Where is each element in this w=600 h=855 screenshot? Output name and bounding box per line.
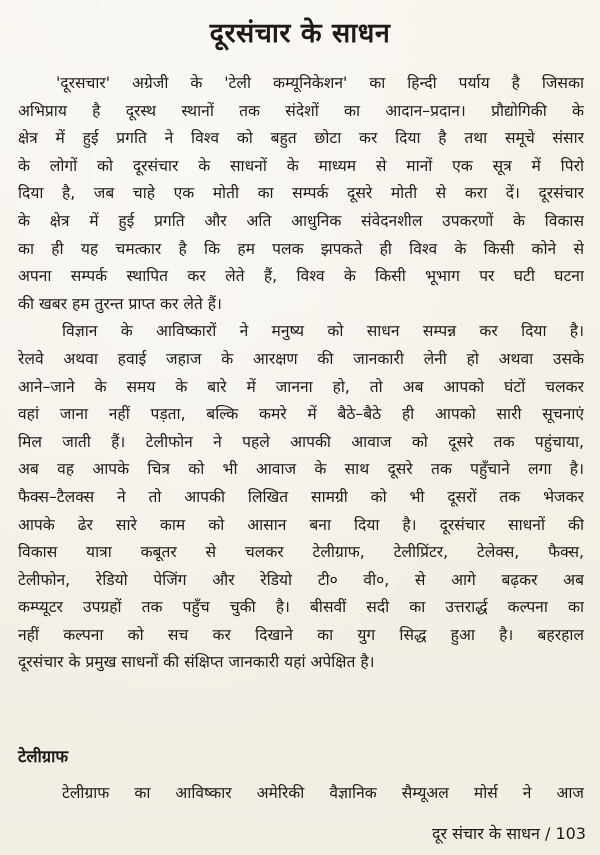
text-line: आपके ढेर सारे काम को आसान बना दिया है। दूरसंचार साधनों की [18,515,584,534]
text-line: रेलवे अथवा हवाई जहाज के आरक्षण की जानकारी लेनी हो अथवा उसके [18,349,584,368]
body-text [18,70,584,677]
text-line: टेलीग्राफ का आविष्कार अमेरिकी वैज्ञानिक सैम्यूअल मोर्स ने आज [62,784,584,802]
text-line: आने–जाने के समय के बारे में जानना हो, तो अब आपको घंटों चलकर [18,377,584,396]
text-line: के क्षेत्र में हुई प्रगति और अति आधुनिक संवेदनशील उपकरणों के विकास [18,211,584,230]
text-line: वहां जाना नहीं पड़ता, बल्कि कमरे में बैठे–बैठे ही आपको सारी सूचनाएं [18,405,584,424]
text-line: की खबर हम तुरन्त प्राप्त कर लेते हैं। [18,294,222,313]
text-line: विज्ञान के आविष्कारों ने मनुष्य को साधन सम्पन्न कर दिया है। [62,322,584,341]
text-line: दूरसंचार के प्रमुख साधनों की संक्षिप्त जानकारी यहां अपेक्षित है। [18,653,375,672]
page-footer: दूर संचार के साधन / 103 [431,824,586,843]
text-line: का ही यह चमत्कार है कि हम पलक झपकते ही विश्व के किसी कोने से [18,239,584,258]
text-line: क्षेत्र में हुई प्रगति ने विश्व को बहुत छोटा कर दिया है तथा समूचे संसार [18,129,584,148]
text-line: 'दूरसचार' अग्रेजी के 'टेली कम्यूनिकेशन' का हिन्दी पर्याय है जिसका [56,74,584,92]
text-line: अपना सम्पर्क स्थापित कर लेते हैं, विश्व के किसी भूभाग पर घटी घटना [18,267,584,286]
page-title: दूरसंचार के साधन [209,18,391,49]
text-line: अब वह आपके चित्र को भी आवाज के साथ दूसरे तक पहुँचाने लगा है। [18,460,584,479]
text-line: अभिप्राय है दूरस्थ स्थानों तक संदेशों का आदान–प्रदान। प्रौद्योगिकी के [18,101,584,120]
text-line: दिया है, जब चाहे एक मोती का सम्पर्क दूसरे मोती से करा दें। दूरसंचार [18,184,584,203]
text-line: मिल जाती हैं। टेलीफोन ने पहले आपकी आवाज को दूसरे तक पहुंचाया, [18,432,584,451]
text-line: नहीं कल्पना को सच कर दिखाने का युग सिद्ध हुआ है। बहरहाल [18,625,584,644]
section-heading: टेलीग्राफ [18,747,69,766]
paragraph-1 [18,70,584,318]
text-line: विकास यात्रा कबूतर से चलकर टेलीग्राफ, टेलीप्रिंटर, टेलेक्स, फैक्स, [18,543,584,562]
section-first-line [18,780,584,808]
text-line: टेलीफोन, रेडियो पेजिंग और रेडियो टी० वी०, से आगे बढ़कर अब [18,570,584,589]
text-line: के लोगों को दूरसंचार के साधनों के माध्यम से मानों एक सूत्र में पिरो [18,156,584,175]
text-line: फैक्स–टैलक्स ने तो आपकी लिखित सामग्री को भी दूसरों तक भेजकर [18,487,584,506]
paragraph-2 [18,318,584,677]
text-line: कम्प्यूटर उपग्रहों तक पहुँच चुकी है। बीसवीं सदी का उत्तरार्द्ध कल्पना का [18,598,584,617]
